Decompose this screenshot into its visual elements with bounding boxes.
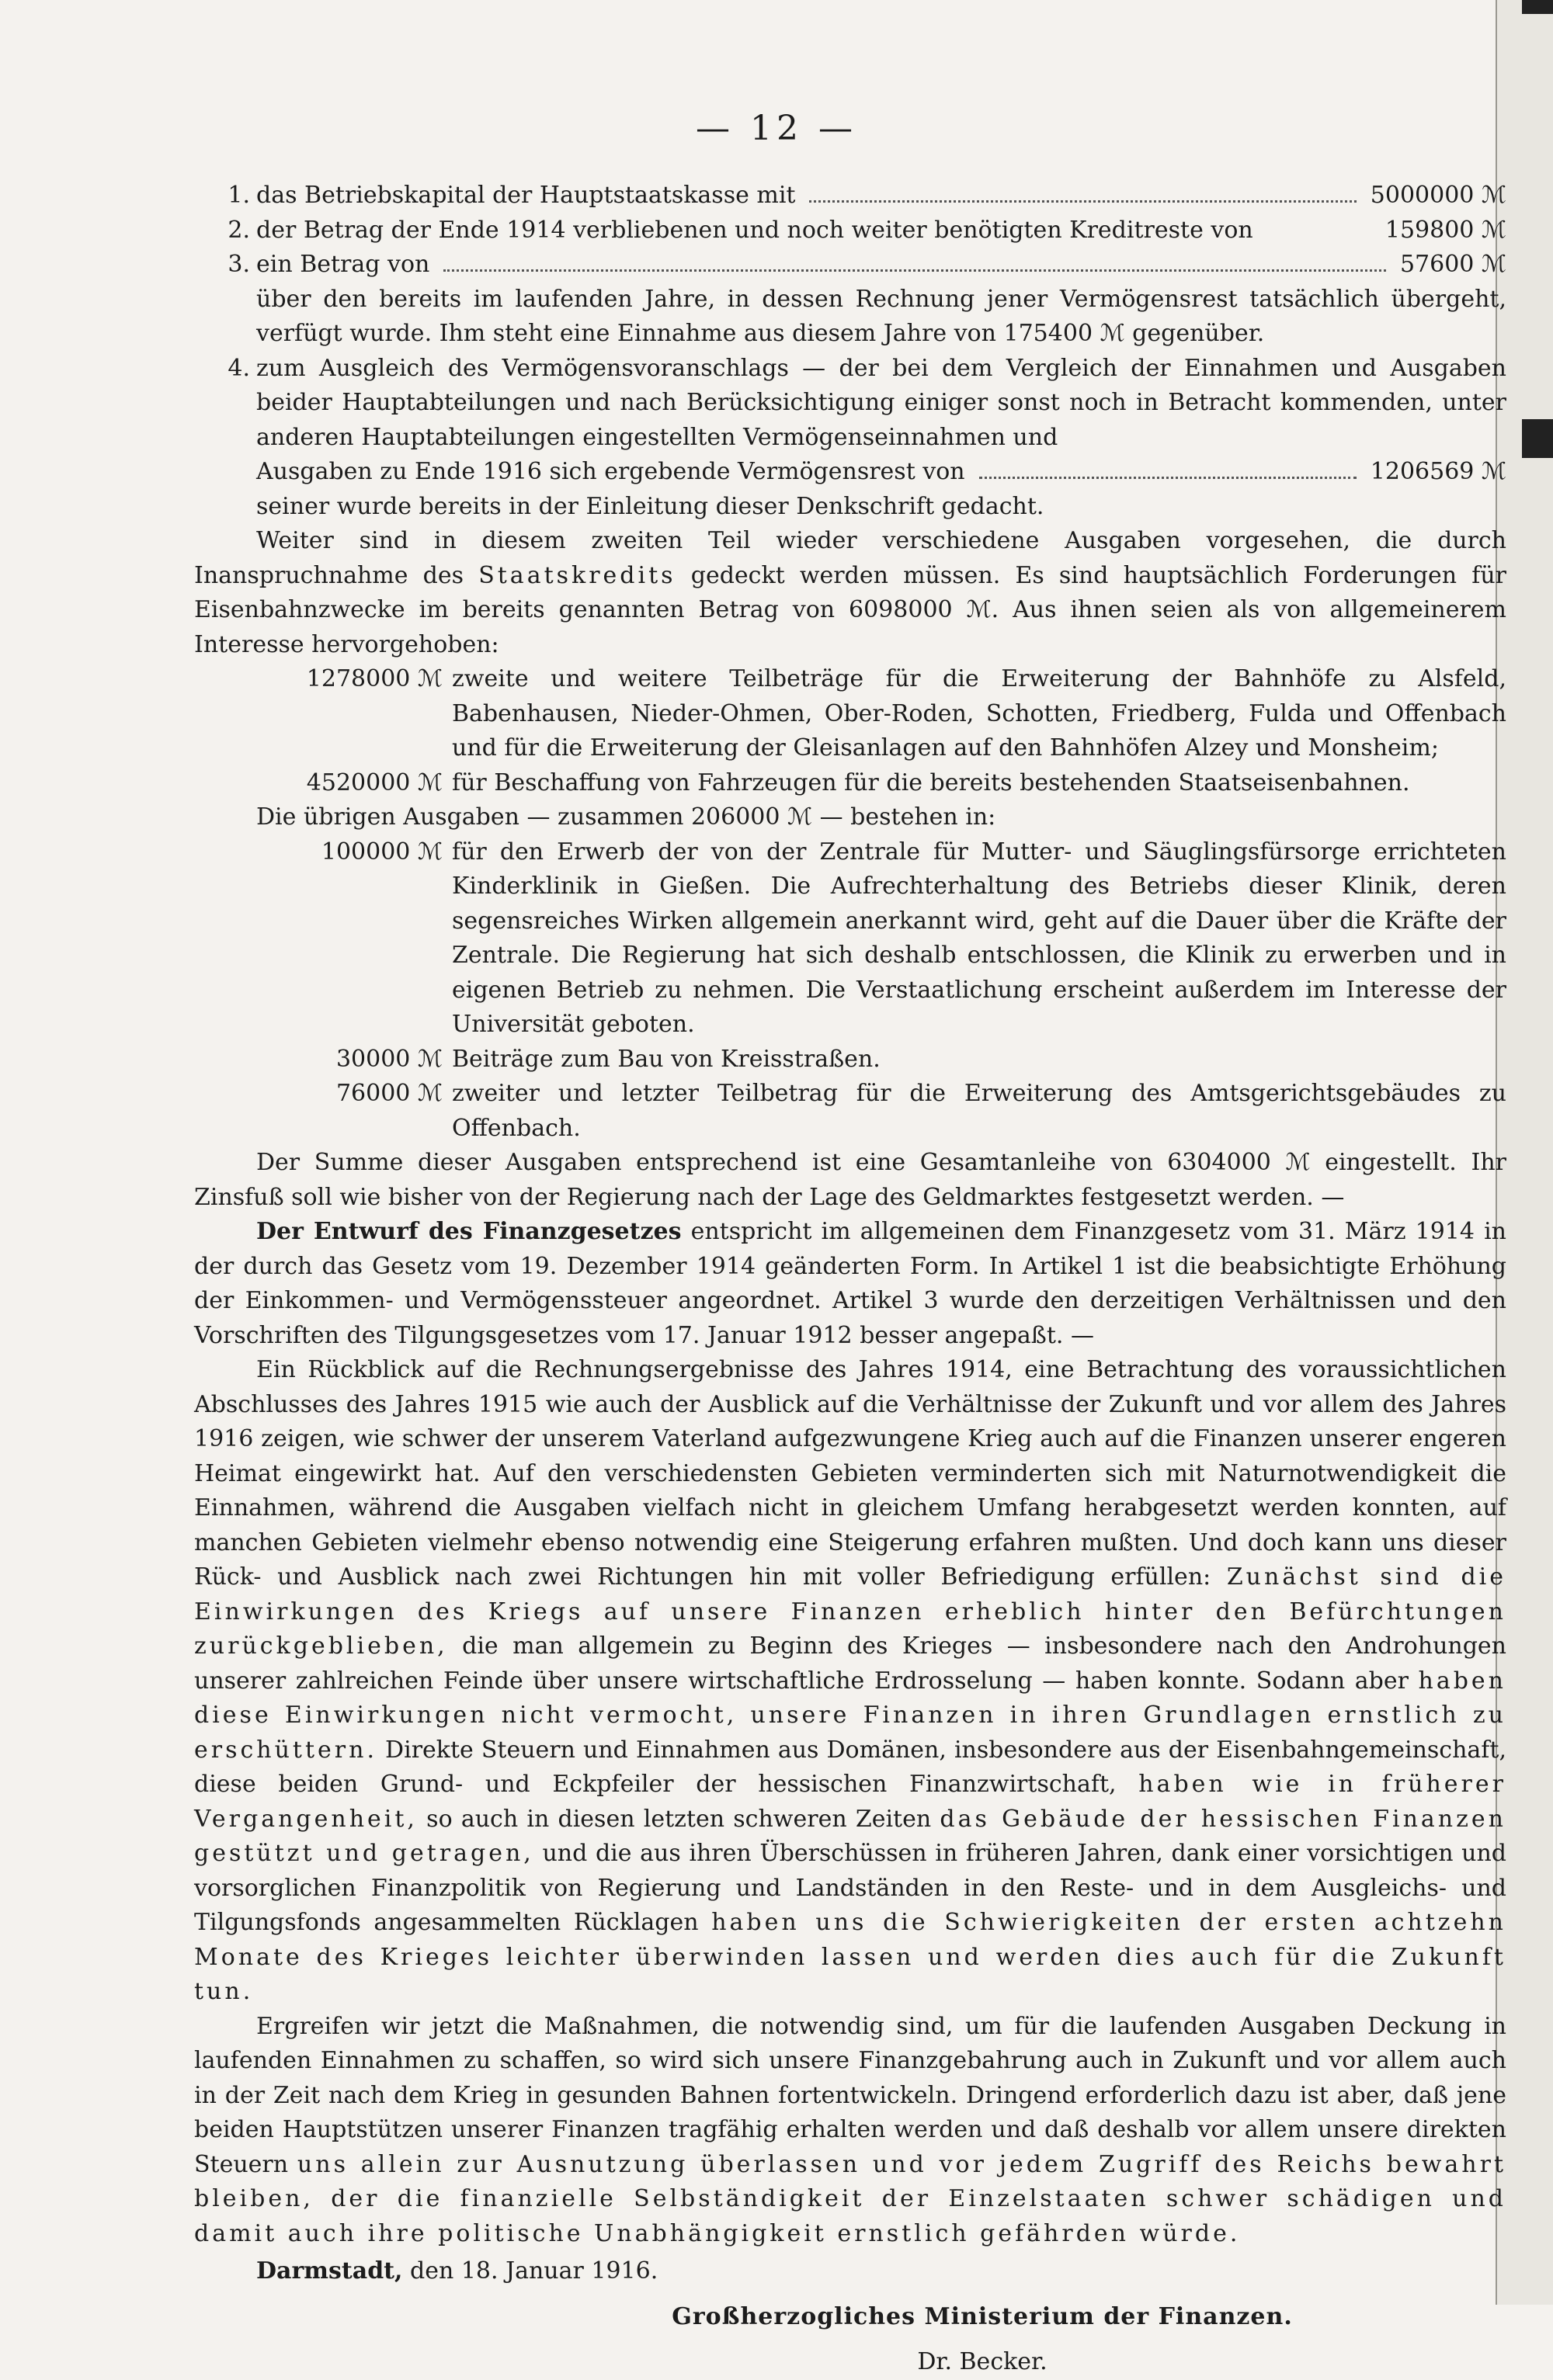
page-number: — 12 — (696, 109, 857, 148)
list-item-4: 4. zum Ausgleich des Vermögensvoranschlags — der bei dem Vergleich der Einnahmen und Ausgaben beider Hauptabteilungen und nach Berücksichtigung einiger sonst noch in Betracht kommenden, unter anderen Hauptabteilungen eingestellten Vermögenseinnahmen und (228, 354, 1506, 451)
amount-entry: 76000 ℳ zweiter und letzter Teilbetrag für die Erweiterung des Amtsgerichtsgebäudes zu Offenbach. (335, 1080, 1506, 1142)
amount-entry: 4520000 ℳ für Beschaffung von Fahrzeugen für die bereits bestehenden Staatseisenbahnen. (306, 768, 1410, 796)
list-item-2: 2. der Betrag der Ende 1914 verbliebenen und noch weiter benötigten Kreditreste von 159800 ℳ (228, 216, 1506, 244)
amount-entry: 1278000 ℳ zweite und weitere Teilbeträge für die Erweiterung der Bahnhöfe zu Alsfeld, Babenhausen, Nieder-Ohmen, Ober-Roden, Schotten, Friedberg, Fulda und Offenbach und für die Erweiterung der Gleisanlagen auf den Bahnhöfen Alzey und Monsheim; (306, 665, 1506, 762)
list-item-3-continuation: über den bereits im laufenden Jahre, in dessen Rechnung jener Vermögensrest tatsächlich übergeht, verfügt wurde. Ihm steht eine Einnahme aus diesem Jahre von 175400 ℳ gegenüber. (256, 285, 1506, 347)
paragraph-credit-expenses: Weiter sind in diesem zweiten Teil wieder verschiedene Ausgaben vorgesehen, die durch Inanspruchnahme des Staatskredits gedeckt werden müssen. Es sind hauptsächlich Forderungen für Eisenbahnzwecke im bereits genannten Betrag von 6098000 ℳ. Aus ihnen seien als von allgemeinerem Interesse hervorgehoben: (194, 527, 1507, 658)
paragraph-review: Ein Rückblick auf die Rechnungsergebnisse des Jahres 1914, eine Betrachtung des voraussichtlichen Abschlusses des Jahres 1915 wie auch der Ausblick auf die Verhältnisse der Zukunft und vor allem des Jahres 1916 zeigen, wie schwer der unserem Vaterland aufgezwungene Krieg auch auf die Finanzen unserer engeren Heimat eingewirkt hat. Auf den verschiedensten Gebieten verminderten sich mit Naturnotwendigkeit die Einnahmen, während die Ausgaben vielfach nicht in gleichem Umfang herabgesetzt werden konnten, auf manchen Gebieten vielmehr ebenso notwendig eine Steigerung erfahren mußten. Und doch kann uns dieser Rück- und Ausblick nach zwei Richtungen hin mit voller Befriedigung erfüllen: Zunächst sind die Einwirkungen des Kriegs auf unsere Finanzen erheblich hinter den Befürchtungen zurückgeblieben, die man allgemein zu Beginn des Krieges — insbesondere nach den Androhungen unserer zahlreichen Feinde über unsere wirtschaftliche Erdrosselung — haben konnte. Sodann aber haben diese Einwirkungen nicht vermocht, unsere Finanzen in ihren Grundlagen ernstlich zu erschüttern. Direkte Steuern und Einnahmen aus Domänen, insbesondere aus der Eisenbahngemeinschaft, diese beiden Grund- und Eckpfeiler der hessischen Finanzwirtschaft, haben wie in früherer Vergangenheit, so auch in diesen letzten schweren Zeiten das Gebäude der hessischen Finanzen gestützt und getragen, und die aus ihren Überschüssen in früheren Jahren, dank einer vorsichtigen und vorsorglichen Finanzpolitik von Regierung und Landständen in den Reste- und in dem Ausgleichs- und Tilgungsfonds angesammelten Rücklagen haben uns die Schwierigkeiten der ersten achtzehn Monate des Krieges leichter überwinden lassen und werden dies auch für die Zukunft tun. (194, 1356, 1507, 2005)
list-item-4-continuation: seiner wurde bereits in der Einleitung dieser Denkschrift gedacht. (256, 492, 1044, 520)
signature-name: Dr. Becker. (917, 2348, 1047, 2375)
paragraph-finance-law: Der Entwurf des Finanzgesetzes entspricht im allgemeinen dem Finanzgesetz vom 31. März 1914 in der durch das Gesetz vom 19. Dezember 1914 geänderten Form. In Artikel 1 ist die beabsichtigte Erhöhung der Einkommen- und Vermögenssteuer angeordnet. Artikel 3 wurde den derzeitigen Verhältnissen und den Vorschriften des Tilgungsgesetzes vom 17. Januar 1912 besser angepaßt. — (194, 1218, 1506, 1349)
amount-entry: 100000 ℳ für den Erwerb der von der Zentrale für Mutter- und Säuglingsfürsorge errichteten Kinderklinik in Gießen. Die Aufrechterhaltung des Betriebs dieser Klinik, deren segensreiches Wirken allgemein anerkannt wird, geht auf die Dauer über die Kräfte der Zentrale. Die Regierung hat sich deshalb entschlossen, die Klinik zu erwerben und in eigenen Betrieb zu nehmen. Die Verstaatlichung erscheint außerdem im Interesse der Universität geboten. (321, 838, 1506, 1038)
signature-ministry: Großherzogliches Ministerium der Finanzen. (672, 2302, 1293, 2330)
list-item-3: 3. ein Betrag von 57600 ℳ (228, 251, 1506, 278)
document-body (194, 179, 1506, 2380)
amount-entry: 30000 ℳ Beiträge zum Bau von Kreisstraßen. (335, 1045, 881, 1073)
paragraph-other-expenses: Die übrigen Ausgaben — zusammen 206000 ℳ — bestehen in: (256, 803, 996, 831)
paragraph-loan: Der Summe dieser Ausgaben entsprechend ist eine Gesamtanleihe von 6304000 ℳ eingestellt. Ihr Zinsfuß soll wie bisher von der Regierung nach der Lage des Geldmarktes festgesetzt werden. — (194, 1149, 1506, 1211)
paragraph-measures: Ergreifen wir jetzt die Maßnahmen, die notwendig sind, um für die laufenden Ausgaben Deckung in laufenden Einnahmen zu schaffen, so wird sich unsere Finanzgebahrung auch in Zukunft und vor allem auch in der Zeit nach dem Krieg in gesunden Bahnen fortentwickeln. Dringend erforderlich dazu ist aber, daß jene beiden Hauptstützen unserer Finanzen tragfähig erhalten werden und daß deshalb vor allem unsere direkten Steuern uns allein zur Ausnutzung überlassen und vor jedem Zugriff des Reichs bewahrt bleiben, der die finanzielle Selbständigkeit der Einzelstaaten schwer schädigen und damit auch ihre politische Unabhängigkeit ernstlich gefährden würde. (194, 2012, 1506, 2247)
list-item-4-amount-line: Ausgaben zu Ende 1916 sich ergebende Vermögensrest von 1206569 ℳ (256, 458, 1506, 485)
place-date: Darmstadt, den 18. Januar 1916. (256, 2257, 658, 2285)
list-item-1: 1. das Betriebskapital der Hauptstaatskasse mit 5000000 ℳ (228, 182, 1506, 209)
